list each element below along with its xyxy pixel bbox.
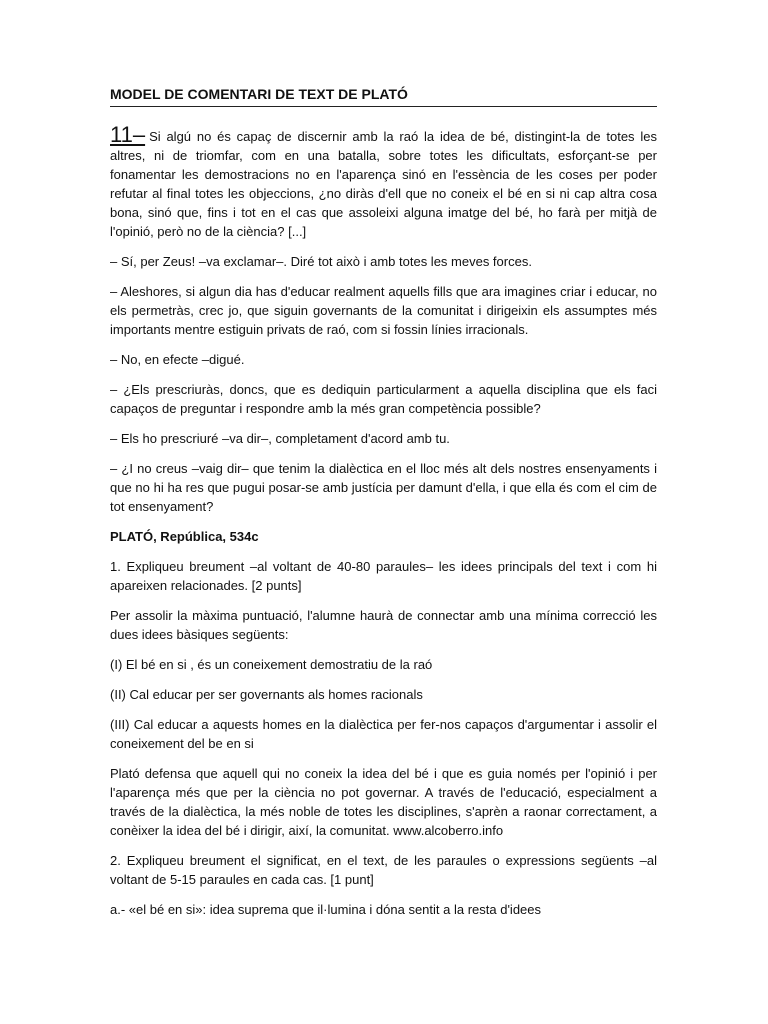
question-2: 2. Expliqueu breument el significat, en el text, de les paraules o expressions següents –al voltant de 5-15 paraules en cada cas. [1 punt] — [110, 853, 657, 887]
paragraph-1-text: Si algú no és capaç de discernir amb la raó la idea de bé, distingint-la de totes les altres, ni de triomfar, com en una batalla, sobre totes les dificultats, esforçant-se per fonamentar les demostracions no en l'aparença sinó en l'essència de les coses per poder refutar al final totes les objeccions, ¿no diràs d'ell que no coneix el bé en si ni cap altra cosa bona, sinó que, fins i tot en el cas que assoleixi alguna imatge del bé, ho farà per mitjà de l'opinió, però no de la ciència? [...] — [110, 129, 657, 239]
idea-3: (III) Cal educar a aquests homes en la dialèctica per fer-nos capaços d'argumentar i assolir el coneixement del be en si — [110, 717, 657, 751]
document-title: MODEL DE COMENTARI DE TEXT DE PLATÓ — [110, 84, 657, 107]
source-citation: PLATÓ, República, 534c — [110, 529, 259, 544]
text-paragraph-2: – Sí, per Zeus! –va exclamar–. Diré tot això i amb totes les meves forces. — [110, 254, 532, 269]
item-a: a.- «el bé en si»: idea suprema que il·lumina i dóna sentit a la resta d'idees — [110, 902, 542, 917]
question-1: 1. Expliqueu breument –al voltant de 40-80 paraules– les idees principals del text i com hi apareixen relacionades. [2 punts] — [110, 559, 657, 593]
model-answer: Plató defensa que aquell qui no coneix la idea del bé i que es guia només per l'opinió i per l'aparença més que per la ciència no pot governar. A través de l'educació, especialment a través de la dialèctica, la més noble de totes les disciplines, s'aprèn a raonar correctament, a conèixer la idea del bé i dirigir, així, la comunitat. www.alcoberro.info — [110, 766, 657, 838]
text-paragraph-1 — [110, 122, 657, 241]
criteria-intro: Per assolir la màxima puntuació, l'alumne haurà de connectar amb una mínima correcció les dues idees bàsiques següents: — [110, 608, 657, 642]
text-number: 11– — [110, 122, 146, 147]
text-paragraph-4: – No, en efecte –digué. — [110, 352, 245, 367]
document-page — [110, 84, 657, 930]
text-paragraph-6: – Els ho prescriuré –va dir–, completament d'acord amb tu. — [110, 431, 450, 446]
idea-2: (II) Cal educar per ser governants als homes racionals — [110, 687, 423, 702]
text-paragraph-3: – Aleshores, si algun dia has d'educar realment aquells fills que ara imagines criar i educar, no els permetràs, crec jo, que siguin governants de la comunitat i dirigeixin els assumptes més importants mentre estiguin privats de raó, com si fossin línies irracionals. — [110, 284, 657, 337]
text-paragraph-5: – ¿Els prescriuràs, doncs, que es dediquin particularment a aquella disciplina que els faci capaços de preguntar i respondre amb la més gran competència possible? — [110, 382, 657, 416]
idea-1: (I) El bé en si , és un coneixement demostratiu de la raó — [110, 657, 433, 672]
text-paragraph-7: – ¿I no creus –vaig dir– que tenim la dialèctica en el lloc més alt dels nostres ensenyaments i que no hi ha res que pugui posar-se amb justícia per damunt d'ella, i que ella és com el cim de tot ensenyament? — [110, 461, 657, 514]
